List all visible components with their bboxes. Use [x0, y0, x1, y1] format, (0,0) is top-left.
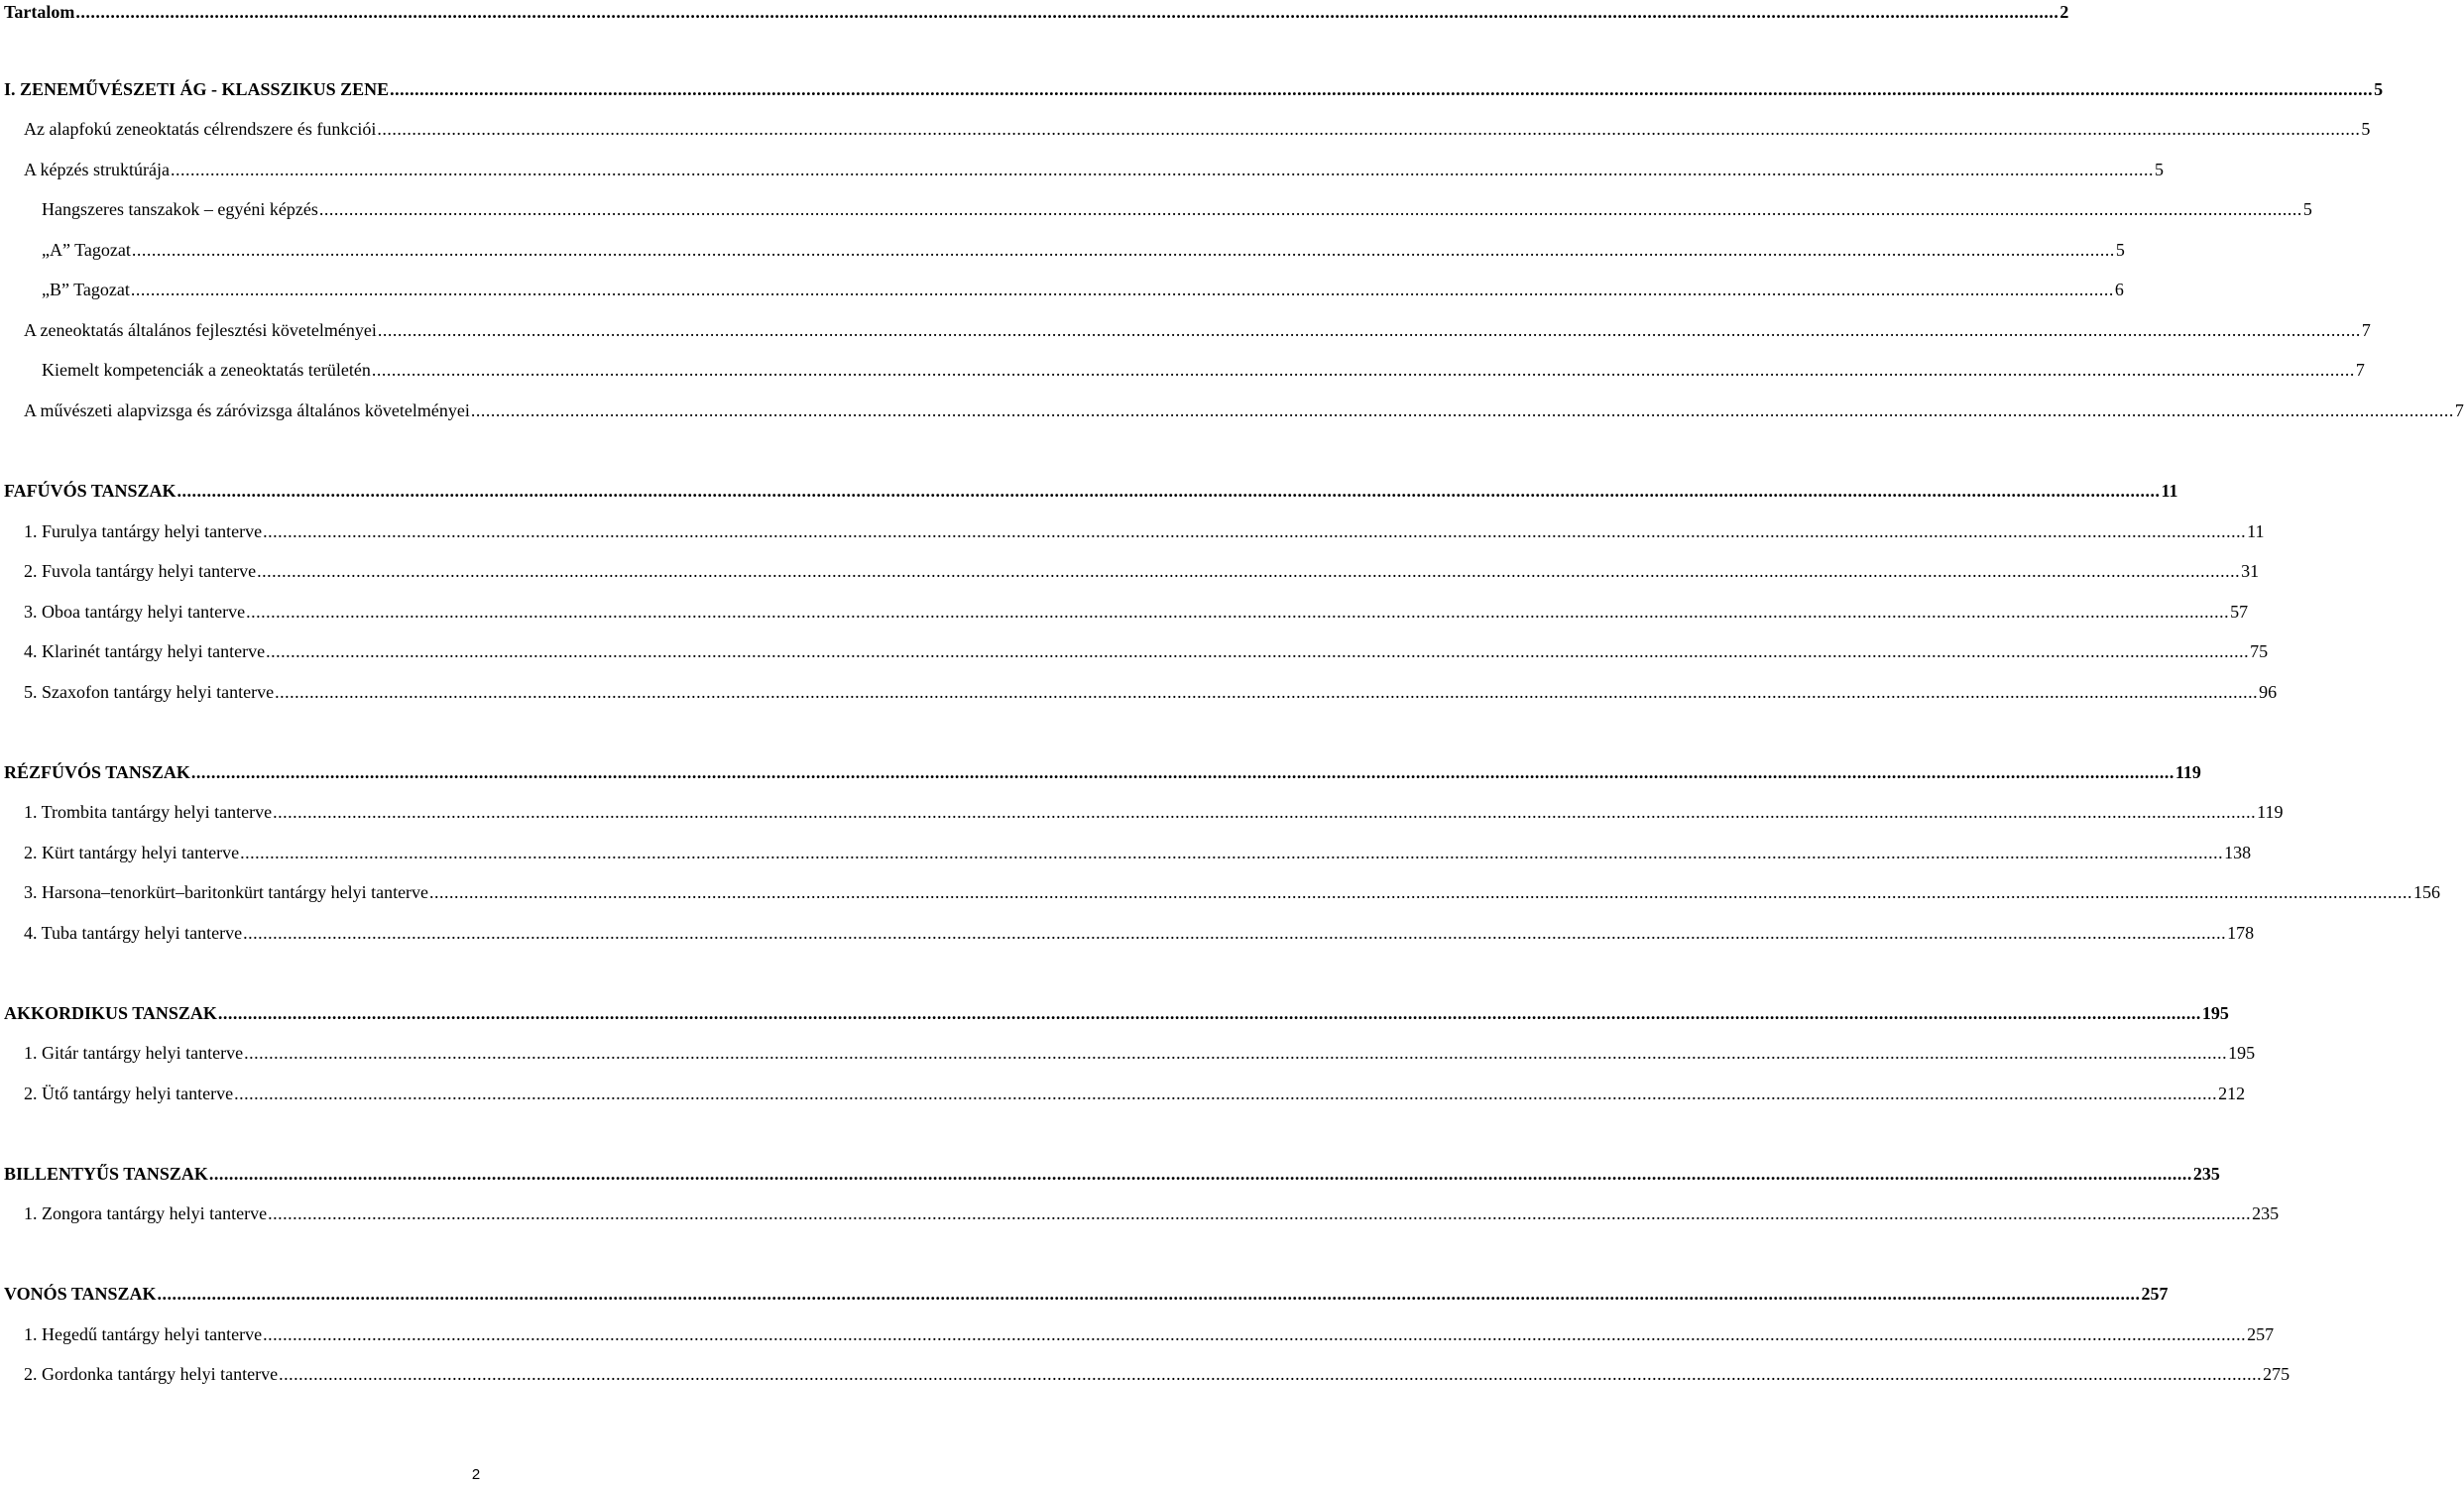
dot-leader: ................................................................................................................................................................................................................................................................................................................................................................................................................	[318, 199, 2302, 219]
toc-entry-label: A képzés struktúrája	[24, 160, 170, 179]
dot-leader: ................................................................................................................................................................................................................................................................................................................................................................................................................	[377, 119, 2361, 139]
dot-leader: ................................................................................................................................................................................................................................................................................................................................................................................................................	[268, 1203, 2252, 1223]
dot-leader: ................................................................................................................................................................................................................................................................................................................................................................................................................	[257, 561, 2241, 581]
toc-entry-label: 2. Fuvola tantárgy helyi tanterve	[24, 561, 257, 581]
dot-leader: ................................................................................................................................................................................................................................................................................................................................................................................................................	[275, 682, 2259, 702]
dot-leader: ................................................................................................................................................................................................................................................................................................................................................................................................................	[190, 762, 2174, 782]
toc-entry-label: A művészeti alapvizsga és záróvizsga általános követelményei	[24, 400, 470, 420]
toc-entry-page: 5	[2361, 119, 2371, 139]
toc-entry[interactable]	[42, 278, 2124, 301]
dot-leader: ................................................................................................................................................................................................................................................................................................................................................................................................................	[170, 160, 2154, 179]
toc-entry[interactable]	[24, 1201, 2280, 1225]
toc-entry[interactable]	[4, 1162, 2220, 1186]
dot-leader: ................................................................................................................................................................................................................................................................................................................................................................................................................	[75, 2, 2059, 22]
toc-entry-label: 2. Gordonka tantárgy helyi tanterve	[24, 1364, 279, 1384]
toc-entry[interactable]	[4, 479, 2178, 503]
toc-entry[interactable]	[4, 0, 2069, 24]
toc-entry-label: 1. Hegedű tantárgy helyi tanterve	[24, 1324, 263, 1344]
toc-entry[interactable]	[24, 800, 2284, 824]
toc-entry-page: 5	[2374, 79, 2384, 99]
toc-entry[interactable]	[24, 600, 2249, 624]
dot-leader: ................................................................................................................................................................................................................................................................................................................................................................................................................	[217, 1003, 2201, 1023]
dot-leader: ................................................................................................................................................................................................................................................................................................................................................................................................................	[246, 602, 2230, 622]
toc-entry-label: 2. Ütő tantárgy helyi tanterve	[24, 1084, 234, 1103]
dot-leader: ................................................................................................................................................................................................................................................................................................................................................................................................................	[176, 481, 2161, 501]
dot-leader: ................................................................................................................................................................................................................................................................................................................................................................................................................	[263, 521, 2247, 541]
toc-entry-page: 7	[2355, 360, 2365, 380]
toc-entry[interactable]	[24, 880, 2441, 904]
toc-entry[interactable]	[24, 1362, 2290, 1386]
toc-entry-page: 275	[2263, 1364, 2290, 1384]
toc-entry-page: 235	[2252, 1203, 2280, 1223]
toc-entry-page: 5	[2302, 199, 2312, 219]
toc-entry-label: Tartalom	[4, 2, 75, 22]
toc-entry-page: 119	[2257, 802, 2284, 822]
toc-entry-page: 138	[2224, 843, 2252, 862]
toc-entry-label: FAFÚVÓS TANSZAK	[4, 481, 176, 501]
toc-entry[interactable]	[24, 639, 2269, 663]
toc-entry-label: Hangszeres tanszakok – egyéni képzés	[42, 199, 318, 219]
toc-entry-label: 3. Oboa tantárgy helyi tanterve	[24, 602, 246, 622]
toc-entry-page: 119	[2174, 762, 2201, 782]
toc-entry[interactable]	[24, 158, 2164, 181]
toc-entry[interactable]	[24, 559, 2260, 583]
toc-entry[interactable]	[24, 680, 2278, 704]
toc-entry[interactable]	[42, 358, 2365, 382]
toc-entry-label: BILLENTYŰS TANSZAK	[4, 1164, 208, 1184]
toc-entry-page: 156	[2413, 882, 2441, 902]
toc-entry-page: 257	[2247, 1324, 2275, 1344]
dot-leader: ................................................................................................................................................................................................................................................................................................................................................................................................................	[377, 320, 2361, 340]
dot-leader: ................................................................................................................................................................................................................................................................................................................................................................................................................	[240, 843, 2224, 862]
toc-entry[interactable]	[24, 399, 2464, 422]
toc-entry[interactable]	[24, 921, 2255, 945]
toc-entry[interactable]	[4, 1001, 2229, 1025]
dot-leader: ................................................................................................................................................................................................................................................................................................................................................................................................................	[244, 1043, 2228, 1063]
toc-entry-page: 7	[2454, 400, 2464, 420]
toc-entry-page: 178	[2227, 923, 2255, 943]
toc-entry[interactable]	[24, 1041, 2256, 1065]
toc-entry-page: 6	[2114, 280, 2124, 299]
toc-entry-page: 5	[2154, 160, 2164, 179]
toc-entry-label: 1. Zongora tantárgy helyi tanterve	[24, 1203, 268, 1223]
toc-entry-page: 31	[2241, 561, 2260, 581]
toc-entry[interactable]	[24, 1322, 2275, 1346]
toc-entry-label: 1. Gitár tantárgy helyi tanterve	[24, 1043, 244, 1063]
toc-entry-page: 235	[2192, 1164, 2220, 1184]
toc-entry[interactable]	[4, 760, 2201, 784]
toc-entry-page: 5	[2115, 240, 2125, 260]
dot-leader: ................................................................................................................................................................................................................................................................................................................................................................................................................	[390, 79, 2374, 99]
toc-entry-label: A zeneoktatás általános fejlesztési követelményei	[24, 320, 377, 340]
toc-entry-label: 1. Furulya tantárgy helyi tanterve	[24, 521, 263, 541]
toc-entry-page: 195	[2201, 1003, 2229, 1023]
dot-leader: ................................................................................................................................................................................................................................................................................................................................................................................................................	[208, 1164, 2192, 1184]
toc-entry-label: 4. Tuba tantárgy helyi tanterve	[24, 923, 243, 943]
toc-entry-page: 195	[2228, 1043, 2256, 1063]
toc-entry-label: Az alapfokú zeneoktatás célrendszere és funkciói	[24, 119, 377, 139]
toc-entry[interactable]	[4, 1282, 2169, 1306]
toc-entry[interactable]	[4, 77, 2384, 101]
toc-entry-label: RÉZFÚVÓS TANSZAK	[4, 762, 190, 782]
dot-leader: ................................................................................................................................................................................................................................................................................................................................................................................................................	[263, 1324, 2247, 1344]
dot-leader: ................................................................................................................................................................................................................................................................................................................................................................................................................	[470, 400, 2454, 420]
dot-leader: ................................................................................................................................................................................................................................................................................................................................................................................................................	[130, 280, 2114, 299]
toc-entry-page: 57	[2230, 602, 2249, 622]
toc-entry[interactable]	[24, 1082, 2246, 1105]
toc-entry-page: 257	[2141, 1284, 2169, 1304]
toc-entry-label: 3. Harsona–tenorkürt–baritonkürt tantárgy helyi tanterve	[24, 882, 429, 902]
dot-leader: ................................................................................................................................................................................................................................................................................................................................................................................................................	[429, 882, 2413, 902]
dot-leader: ................................................................................................................................................................................................................................................................................................................................................................................................................	[279, 1364, 2263, 1384]
toc-entry-page: 2	[2059, 2, 2069, 22]
toc-entry-label: Kiemelt kompetenciák a zeneoktatás területén	[42, 360, 371, 380]
toc-entry-page: 96	[2259, 682, 2278, 702]
toc-entry-label: „A” Tagozat	[42, 240, 131, 260]
toc-entry-label: VONÓS TANSZAK	[4, 1284, 157, 1304]
dot-leader: ................................................................................................................................................................................................................................................................................................................................................................................................................	[273, 802, 2257, 822]
dot-leader: ................................................................................................................................................................................................................................................................................................................................................................................................................	[266, 641, 2250, 661]
toc-entry-label: 4. Klarinét tantárgy helyi tanterve	[24, 641, 266, 661]
toc-entry-page: 75	[2250, 641, 2269, 661]
toc-entry-label: 2. Kürt tantárgy helyi tanterve	[24, 843, 240, 862]
toc-entry-label: „B” Tagozat	[42, 280, 130, 299]
toc-entry-label: 1. Trombita tantárgy helyi tanterve	[24, 802, 273, 822]
toc-entry-label: I. ZENEMŰVÉSZETI ÁG - KLASSZIKUS ZENE	[4, 79, 390, 99]
toc-entry[interactable]	[24, 519, 2265, 543]
dot-leader: ................................................................................................................................................................................................................................................................................................................................................................................................................	[131, 240, 2115, 260]
dot-leader: ................................................................................................................................................................................................................................................................................................................................................................................................................	[243, 923, 2227, 943]
page-number: 2	[471, 1466, 481, 1483]
dot-leader: ................................................................................................................................................................................................................................................................................................................................................................................................................	[157, 1284, 2141, 1304]
toc-entry-label: 5. Szaxofon tantárgy helyi tanterve	[24, 682, 275, 702]
toc-entry[interactable]	[42, 197, 2312, 221]
toc-entry-page: 7	[2361, 320, 2371, 340]
toc-entry[interactable]	[24, 117, 2371, 141]
dot-leader: ................................................................................................................................................................................................................................................................................................................................................................................................................	[371, 360, 2355, 380]
toc-entry[interactable]	[24, 841, 2252, 864]
toc-entry-page: 11	[2161, 481, 2178, 501]
toc-entry[interactable]	[24, 318, 2371, 342]
toc-entry[interactable]	[42, 238, 2125, 262]
toc-entry-label: AKKORDIKUS TANSZAK	[4, 1003, 217, 1023]
toc-entry-page: 11	[2247, 521, 2265, 541]
dot-leader: ................................................................................................................................................................................................................................................................................................................................................................................................................	[234, 1084, 2218, 1103]
toc-entry-page: 212	[2218, 1084, 2246, 1103]
